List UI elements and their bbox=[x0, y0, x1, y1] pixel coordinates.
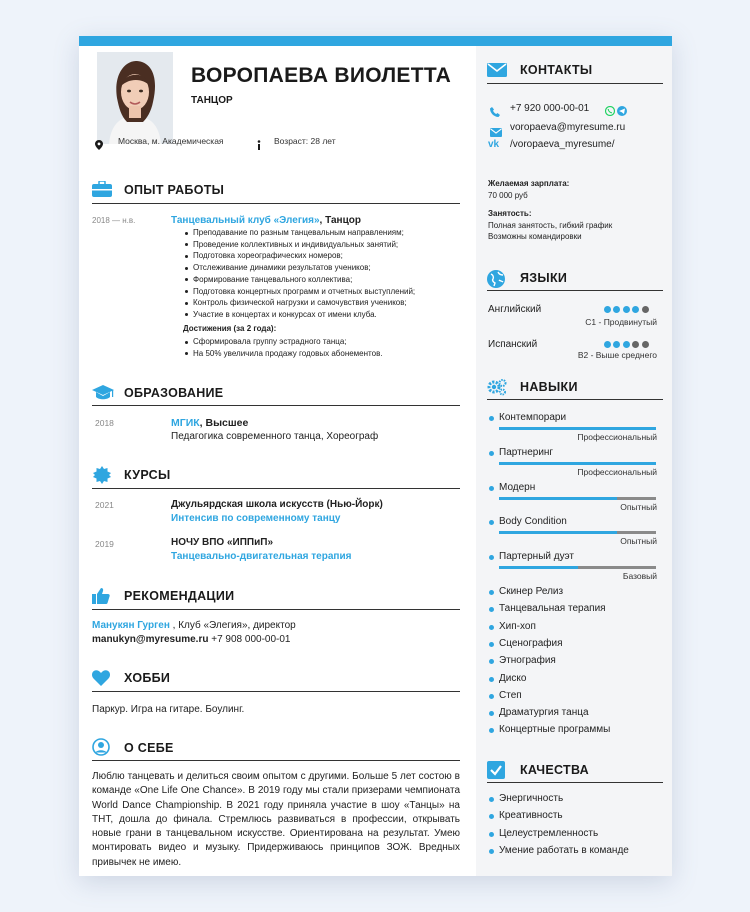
skill-level: Профессиональный bbox=[577, 466, 657, 477]
briefcase-icon bbox=[92, 181, 112, 202]
course-school: НОЧУ ВПО «ИППиП» bbox=[171, 537, 274, 548]
skill-level-fill bbox=[499, 531, 617, 534]
job-position: Танцор bbox=[325, 215, 361, 226]
language-level: B2 - Выше среднего bbox=[577, 350, 657, 360]
skill-bullet bbox=[489, 416, 494, 421]
contact-phone[interactable]: +7 920 000-00-01 bbox=[510, 103, 590, 114]
skill-level-bar bbox=[499, 427, 656, 430]
contact-vk[interactable]: /voropaeva_myresume/ bbox=[510, 139, 615, 150]
quality-name: Энергичность bbox=[499, 793, 564, 804]
skill-name: Диско bbox=[499, 672, 527, 684]
skill-name: Степ bbox=[499, 689, 522, 701]
list-item: Преподавание по разным танцевальным направлениям; bbox=[183, 227, 415, 239]
course-year: 2021 bbox=[95, 500, 114, 510]
language-name: Испанский bbox=[488, 339, 538, 350]
phone-icon bbox=[490, 104, 500, 122]
about-divider bbox=[92, 760, 460, 761]
language-level-dots bbox=[601, 341, 649, 348]
language-level: C1 - Продвинутый bbox=[585, 317, 657, 327]
location-pin-icon bbox=[95, 137, 103, 155]
language-name: Английский bbox=[488, 304, 542, 315]
experience-title: ОПЫТ РАБОТЫ bbox=[124, 183, 225, 197]
level-dot bbox=[613, 306, 620, 313]
languages-title: ЯЗЫКИ bbox=[520, 271, 568, 285]
gears-icon bbox=[487, 378, 507, 401]
experience-divider bbox=[92, 203, 460, 204]
school-name: МГИК bbox=[171, 417, 200, 429]
courses-title: КУРСЫ bbox=[124, 468, 171, 482]
vk-icon: vk bbox=[488, 139, 500, 150]
skill-name: Контемпорари bbox=[499, 412, 567, 423]
skill-bullet bbox=[489, 642, 494, 647]
skill-name: Танцевальная терапия bbox=[499, 603, 606, 615]
list-item: Отслеживание динамики результатов учеников; bbox=[183, 262, 415, 274]
level-dot bbox=[623, 341, 630, 348]
skill-bullet bbox=[489, 677, 494, 682]
achievements-list bbox=[183, 336, 383, 359]
top-accent-bar bbox=[79, 36, 672, 46]
whatsapp-icon[interactable] bbox=[605, 103, 615, 121]
list-item: Формирование танцевального коллектива; bbox=[183, 274, 415, 286]
candidate-role: ТАНЦОР bbox=[191, 95, 233, 106]
skill-level: Опытный bbox=[620, 536, 657, 547]
recommender-email[interactable]: manukyn@myresume.ru bbox=[92, 634, 209, 645]
location-text: Москва, м. Академическая bbox=[118, 136, 224, 146]
skill-bullet bbox=[489, 694, 494, 699]
experience-period: 2018 — н.в. bbox=[92, 216, 136, 225]
skill-level-bar bbox=[499, 462, 656, 465]
qualities-title: КАЧЕСТВА bbox=[520, 763, 590, 777]
skill-name: Партнеринг bbox=[499, 446, 554, 458]
level-dot bbox=[632, 306, 639, 313]
level-dot bbox=[642, 306, 649, 313]
qualities-divider bbox=[487, 782, 663, 783]
recommender-org: , Клуб «Элегия», директор bbox=[169, 620, 296, 631]
skill-name: Драматургия танца bbox=[499, 707, 589, 719]
skill-level-fill bbox=[499, 566, 578, 569]
course-year: 2019 bbox=[95, 539, 114, 549]
skill-name: Хип-хоп bbox=[499, 620, 536, 632]
course-name: Танцевально-двигательная терапия bbox=[171, 551, 352, 562]
level-dot bbox=[642, 341, 649, 348]
degree: , Высшее bbox=[199, 417, 249, 429]
skill-level-bar bbox=[499, 531, 656, 534]
badge-icon bbox=[93, 466, 111, 489]
skill-name: Этнография bbox=[499, 655, 556, 667]
list-item: Контроль физической нагрузки и самочувствия учеников; bbox=[183, 297, 415, 309]
list-item: Проведение коллективных и индивидуальных занятий; bbox=[183, 239, 415, 251]
recommender-contacts bbox=[92, 634, 290, 645]
experience-heading bbox=[171, 215, 361, 226]
company-name: Танцевальный клуб «Элегия» bbox=[171, 215, 320, 226]
level-dot bbox=[623, 306, 630, 313]
skill-level: Опытный bbox=[620, 501, 657, 512]
skill-level-fill bbox=[499, 497, 617, 500]
skill-level-bar bbox=[499, 497, 656, 500]
recommender-phone: +7 908 000-00-01 bbox=[208, 634, 291, 645]
skill-level-bar bbox=[499, 566, 656, 569]
level-dot bbox=[604, 341, 611, 348]
level-dot bbox=[632, 341, 639, 348]
skill-name: Модерн bbox=[499, 481, 536, 493]
skill-level: Профессиональный bbox=[577, 432, 657, 442]
skill-level-fill bbox=[499, 462, 656, 465]
skill-name: Сценография bbox=[499, 637, 563, 649]
employment-value: Полная занятость, гибкий график bbox=[488, 221, 613, 230]
graduation-cap-icon bbox=[92, 385, 114, 406]
skill-name: Body Condition bbox=[499, 516, 567, 528]
level-dot bbox=[604, 306, 611, 313]
languages-divider bbox=[487, 290, 663, 291]
hobby-text: Паркур. Игра на гитаре. Боулинг. bbox=[92, 704, 245, 715]
resume-page bbox=[79, 36, 672, 876]
age-text: Возраст: 28 лет bbox=[274, 136, 336, 146]
hobby-title: ХОББИ bbox=[124, 671, 171, 685]
quality-bullet bbox=[489, 797, 494, 802]
separator: , bbox=[319, 215, 326, 226]
courses-divider bbox=[92, 488, 460, 489]
avatar bbox=[97, 52, 173, 144]
heart-icon bbox=[92, 670, 110, 691]
candidate-name: ВОРОПАЕВА ВИОЛЕТТА bbox=[191, 64, 452, 87]
info-icon bbox=[256, 137, 262, 155]
recommendations-title: РЕКОМЕНДАЦИИ bbox=[124, 589, 235, 603]
quality-name: Умение работать в команде bbox=[499, 844, 629, 856]
salary-label: Желаемая зарплата: bbox=[488, 179, 570, 188]
language-level-dots bbox=[601, 306, 649, 313]
duties-list bbox=[183, 227, 415, 321]
user-circle-icon bbox=[92, 738, 110, 761]
thumbs-up-icon bbox=[92, 588, 110, 609]
list-item: Подготовка концертных программ и отчетных выступлений; bbox=[183, 286, 415, 298]
contacts-title: КОНТАКТЫ bbox=[520, 63, 593, 77]
education-heading bbox=[171, 417, 248, 429]
education-year: 2018 bbox=[95, 418, 114, 428]
recommender-line bbox=[92, 620, 296, 631]
course-name: Интенсив по современному танцу bbox=[171, 513, 341, 524]
envelope-icon bbox=[487, 63, 507, 82]
list-item: Подготовка хореографических номеров; bbox=[183, 250, 415, 262]
quality-bullet bbox=[489, 832, 494, 837]
recommender-name: Манукян Гурген bbox=[92, 620, 170, 631]
hobby-divider bbox=[92, 691, 460, 692]
about-title: О СЕБЕ bbox=[124, 741, 174, 755]
salary-value: 70 000 руб bbox=[488, 191, 528, 200]
checkbox-icon bbox=[487, 761, 505, 784]
quality-name: Целеустремленность bbox=[499, 827, 599, 839]
education-divider bbox=[92, 405, 460, 406]
skill-level: Базовый bbox=[622, 571, 657, 582]
skills-title: НАВЫКИ bbox=[520, 380, 578, 394]
skill-level-fill bbox=[499, 427, 656, 430]
telegram-icon[interactable] bbox=[617, 103, 627, 121]
skill-name: Концертные программы bbox=[499, 724, 611, 736]
achievements-title: Достижения (за 2 года): bbox=[183, 324, 277, 333]
quality-name: Креативность bbox=[499, 810, 563, 822]
list-item: На 50% увеличила продажу годовых абонементов. bbox=[183, 348, 383, 360]
list-item: Участие в концертах и конкурсах от имени клуба. bbox=[183, 309, 415, 321]
education-speciality: Педагогика современного танца, Хореограф bbox=[171, 431, 379, 442]
skill-bullet bbox=[489, 486, 494, 491]
contacts-divider bbox=[487, 83, 663, 84]
skill-bullet bbox=[489, 625, 494, 630]
about-text: Люблю танцевать и делиться своим опытом с другими. Больше 5 лет состою в команде «One Life One Chance». В 2019 году мы стали призерами чемпионата World Dance Championship. В 2021 году приняла участие в шоу «Танцы» на ТНТ, дошла до финала. Стремлюсь развиваться в профессии, открывать новые грани в танцевальном искусстве. Ориентирована на результат. Умею монтировать видео и музыку. Придерживаюсь принципов ЗОЖ. Вредных привычек не имею. bbox=[92, 771, 460, 868]
skill-bullet bbox=[489, 590, 494, 595]
skill-name: Партерный дуэт bbox=[499, 551, 574, 563]
skill-name: Скинер Релиз bbox=[499, 586, 564, 597]
recommendations-divider bbox=[92, 609, 460, 610]
travel-value: Возможны командировки bbox=[488, 232, 582, 241]
contact-email[interactable]: voropaeva@myresume.ru bbox=[510, 122, 626, 133]
quality-bullet bbox=[489, 849, 494, 854]
level-dot bbox=[613, 341, 620, 348]
education-title: ОБРАЗОВАНИЕ bbox=[124, 386, 224, 400]
course-school: Джульярдская школа искусств (Нью-Йорк) bbox=[171, 499, 383, 510]
skill-bullet bbox=[489, 451, 494, 456]
employment-label: Занятость: bbox=[488, 209, 532, 218]
skills-divider bbox=[487, 399, 663, 400]
list-item: Сформировала группу эстрадного танца; bbox=[183, 336, 383, 348]
